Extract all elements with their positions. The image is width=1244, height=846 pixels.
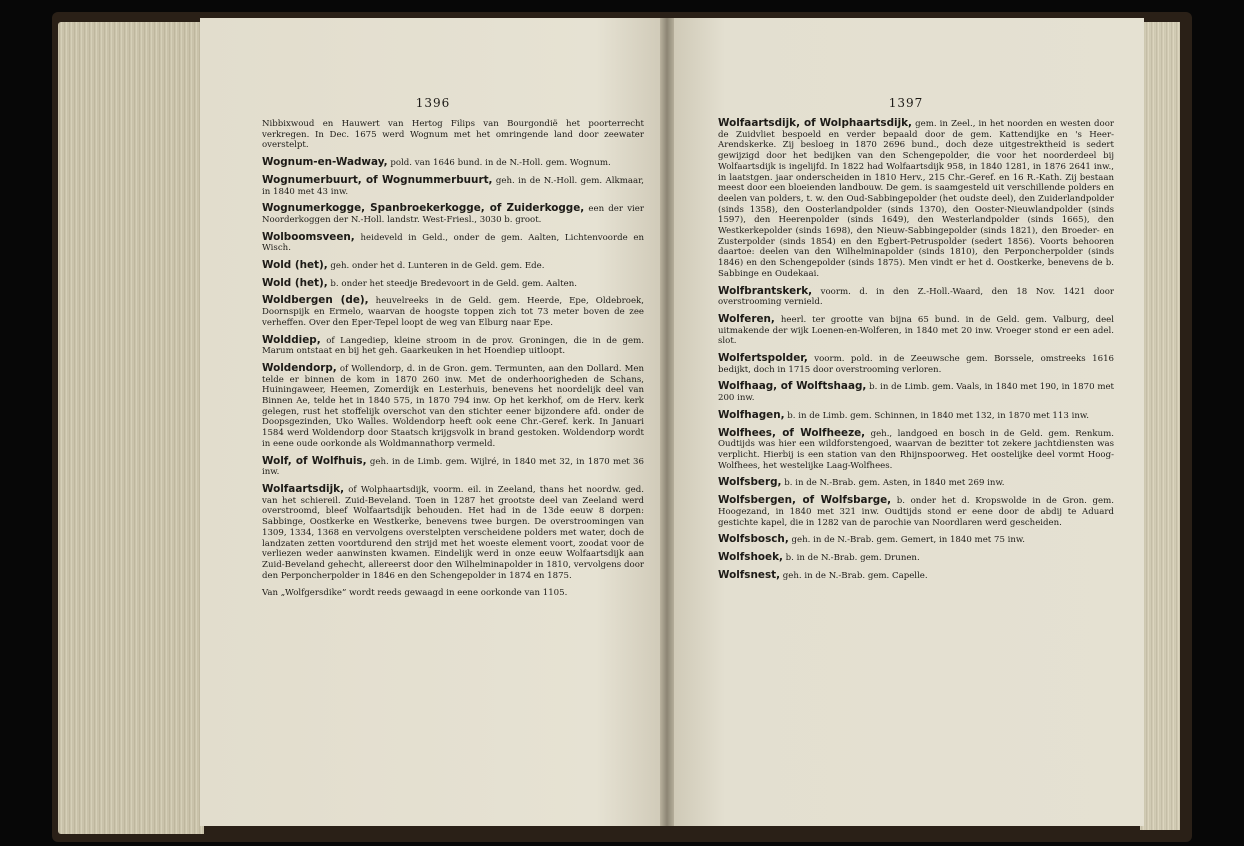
entry-text: of Langediep, kleine stroom in de prov. Groningen, die in de gem. Marum ontstaat en bij het geh. Gaarkeuken in het Hoendiep uitloopt.: [262, 335, 644, 357]
headword: Wolfsnest,: [718, 568, 781, 581]
headword: Wolfertspolder,: [718, 352, 808, 365]
entry: [262, 456, 644, 478]
entry: [262, 335, 644, 357]
left-column: [262, 118, 644, 605]
entry-text: heerl. ter grootte van bijna 65 bund. in de Geld. gem. Valburg, deel uitmakende der wijk Loenen-en-Wolferen, in 1840 met 20 inw. Vroeger stond er een adel. slot.: [718, 314, 1114, 347]
entry-text: geh. in de N.-Brab. gem. Capelle.: [780, 570, 928, 581]
entry: [262, 157, 644, 169]
entry: [262, 260, 644, 272]
entry: [718, 118, 1114, 280]
entry: [262, 175, 644, 197]
entry: [718, 410, 1114, 422]
entry-text: gem. in Zeel., in het noorden en westen door de Zuidvliet bespoeld en verder bepaald door de gem. Kattendijke en 's Heer-Arendskerke. Zij besloeg in 1870 2696 bund., doch deze uitgestrektheid is sedert gewijzigd door het bedijken van den Schengepolder, die voor het noorderdeel bij Wolfaartsdijk is ingelijfd. In 1822 had Wolfaartsdijk 958, in 1840 1281, in 1876 2641 inw., in laatstgen. jaar onderscheiden in 1810 Herv., 215 Chr.-Geref. en 16 R.-Kath. Zij bestaan meest door een bloeienden landbouw. De gem. is saamgesteld uit verschillende polders en deelen van polders, t. w. den Oud-Sabbingepolder (het oudste deel), den Zuiderlandpolder (sinds 1358), den Oosterlandpolder (sinds 1370), den Ooster-Nieuwlandpolder (sinds 1597), den Heerenpolder (sinds 1649), den Westerlandpolder (sinds 1665), den Westkerkepolder (sinds 1698), den Nieuw-Sabbingepolder (sinds 1821), den Broeder- en Zusterpolder (sinds 1854) en den Egbert-Petruspolder (sedert 1856). Voorts behooren daartoe: deelen van den Wilhelminapolder (sinds 1810), den Perponcherpolder (sinds 1846) en den Schengepolder (sinds 1875). Men vindt er het d. Oostkerke, benevens de b. Sabbinge en Oudekaai.: [718, 119, 1114, 279]
headword: Wolfhagen,: [718, 408, 785, 421]
headword: Wolfsberg,: [718, 476, 782, 489]
page-number-left: 1396: [415, 96, 451, 110]
headword: Wolferen,: [718, 312, 775, 325]
headword: Wolfsbosch,: [718, 533, 789, 546]
left-page: [200, 18, 666, 826]
entry-text: een der vier Noorderkoggen der N.-Holl. landstr. West-Friesl., 3030 b. groot.: [262, 204, 644, 225]
headword: Wolfhees, of Wolfheeze,: [718, 426, 866, 439]
entry-text: b. onder het d. Kropswolde in de Gron. gem. Hoogezand, in 1840 met 321 inw. Oudtijds stond er eene door de abdij te Aduard gestichte kapel, die in 1282 van de parochie van Noordlaren werd gescheiden.: [718, 496, 1114, 528]
entry: [718, 353, 1114, 375]
entry-text: geh., landgoed en bosch in de Geld. gem. Renkum. Oudtijds was hier een wildforstengoed, waarvan de bezitter tot zekere jachtdiensten was verplicht. Hierbij is een station van den Rhijnspoorweg. Het oostelijke deel vormt Hoog-Wolfhees, het westelijke Laag-Wolfhees.: [718, 428, 1114, 471]
entry-text: pold. van 1646 bund. in de N.-Holl. gem. Wognum.: [387, 158, 611, 169]
entry: [718, 477, 1114, 489]
page-number-right: 1397: [888, 96, 924, 110]
entry: [718, 534, 1114, 546]
entry: [718, 286, 1114, 308]
entry-text: heideveld in Geld., onder de gem. Aalten, Lichtenvoorde en Wisch.: [262, 232, 644, 254]
page-edges-left: [58, 22, 204, 834]
headword: Woldendorp,: [262, 361, 337, 374]
book-gutter: [660, 18, 674, 826]
entry-text: b. in de Limb. gem. Vaals, in 1840 met 190, in 1870 met 200 inw.: [718, 382, 1115, 404]
headword: Woldbergen (de),: [262, 294, 369, 307]
entry-text: b. onder het steedje Bredevoort in de Geld. gem. Aalten.: [327, 278, 578, 289]
headword: Wolfaartsdijk,: [262, 482, 345, 495]
entry-text: b. in de Limb. gem. Schinnen, in 1840 met 132, in 1870 met 113 inw.: [784, 410, 1089, 421]
entry-text: Nibbixwoud en Hauwert van Hertog Filips van Bourgondië het poorterrecht verkregen. In Dec. 1675 werd Wognum met het omringende land door zeewater overstelpt.: [262, 119, 644, 151]
entry: [718, 552, 1114, 564]
headword: Wolboomsveen,: [262, 230, 355, 243]
headword: Wognumerkogge, Spanbroekerkogge, of Zuiderkogge,: [262, 202, 585, 215]
right-column: [718, 118, 1114, 587]
entry: [262, 203, 644, 225]
headword: Wolfsbergen, of Wolfsbarge,: [718, 494, 892, 507]
entry-text: b. in de N.-Brab. gem. Asten, in 1840 met 269 inw.: [781, 478, 1005, 489]
entry-text: b. in de N.-Brab. gem. Drunen.: [782, 552, 920, 563]
entry: [718, 428, 1114, 472]
entry: [718, 314, 1114, 347]
headword: Wold (het),: [262, 259, 328, 272]
entry: [262, 232, 644, 254]
entry: [718, 495, 1114, 528]
entry: [262, 295, 644, 328]
entry-text: heuvelreeks in de Geld. gem. Heerde, Epe, Oldebroek, Doornspijk en Ermelo, waarvan de hoogste toppen zich tot 73 meter boven de zee verheffen. Over den Eper-Tepel loopt de weg van Elburg naar Epe.: [262, 296, 644, 328]
headword: Wognumerbuurt, of Wognummerbuurt,: [262, 173, 493, 186]
entry: [262, 278, 644, 290]
page-edges-right: [1140, 22, 1180, 830]
entry-text: geh. in de N.-Brab. gem. Gemert, in 1840 met 75 inw.: [788, 535, 1025, 546]
entry-text: of Wolphaartsdijk, voorm. eil. in Zeeland, thans het noordw. ged. van het schiereil. Zuid-Beveland. Toen in 1287 het grootste deel van Zeeland werd overstroomd, bleef Wolfaartsdijk behouden. Het had in de 13de eeuw 8 dorpen: Sabbinge, Oostkerke en Westkerke, benevens twee burgen. De overstroomingen van 1309, 1334, 1368 en vervolgens overstelpten verscheidene polders met water, doch de landzaten zetten voortdurend den strijd met het woeste element voort, zoodat voor de verliezen weder aanwinsten kwamen. Eindelijk werd in onze eeuw Wolfaartsdijk aan Zuid-Beveland gehecht, allereerst door den Wilhelminapolder in 1810, vervolgens door den Perponcherpolder in 1846 en den Schengepolder in 1874 en 1875.: [262, 484, 644, 581]
entry-text: Van „Wolfgersdike” wordt reeds gewaagd in eene oorkonde van 1105.: [262, 588, 568, 599]
right-page: [668, 18, 1144, 826]
entry: [262, 587, 644, 599]
headword: Wolfhaag, of Wolftshaag,: [718, 380, 867, 393]
headword: Wolf, of Wolfhuis,: [262, 454, 367, 467]
headword: Wold (het),: [262, 276, 328, 289]
entry: [262, 118, 644, 151]
entry-text: voorm. d. in den Z.-Holl.-Waard, den 18 Nov. 1421 door overstrooming vernield.: [718, 286, 1114, 308]
headword: Wolfaartsdijk, of Wolphaartsdijk,: [718, 117, 913, 129]
entry: [262, 363, 644, 450]
headword: Wolfbrantskerk,: [718, 284, 813, 297]
entry: [718, 381, 1114, 403]
entry: [262, 484, 644, 581]
entry-text: geh. in de Limb. gem. Wijlré, in 1840 met 32, in 1870 met 36 inw.: [262, 456, 644, 478]
entry-text: geh. in de N.-Holl. gem. Alkmaar, in 1840 met 43 inw.: [262, 175, 644, 197]
entry-text: geh. onder het d. Lunteren in de Geld. gem. Ede.: [327, 261, 545, 272]
headword: Wolddiep,: [262, 333, 321, 346]
entry-text: voorm. pold. in de Zeeuwsche gem. Borssele, omstreeks 1616 bedijkt, doch in 1715 door overstrooming verloren.: [718, 354, 1114, 375]
entry-text: of Wollendorp, d. in de Gron. gem. Termunten, aan den Dollard. Men telde er binnen de kom in 1870 260 inw. Met de onderhoorigheden de Schans, Huiningaweer, Heemen, Zomerdijk en Lesterhuis, benevens het noordelijk deel van Binnen Ae, telde het in 1840 575, in 1870 794 inw. Op het kerkhof, om de Herv. kerk gelegen, rust het stoffelijk overschot van den stichter eener bijzondere afd. onder de Doopsgezinden, Uko Walles. Woldendorp heeft ook eene Chr.-Geref. kerk. In Januari 1584 werd Woldendorp door Staatsch krijgsvolk in brand gestoken. Woldendorp wordt in eene oude oorkonde als Woldmannathorp vermeld.: [262, 363, 644, 449]
headword: Wognum-en-Wadway,: [262, 156, 388, 169]
headword: Wolfshoek,: [718, 550, 783, 563]
entry: [718, 570, 1114, 582]
